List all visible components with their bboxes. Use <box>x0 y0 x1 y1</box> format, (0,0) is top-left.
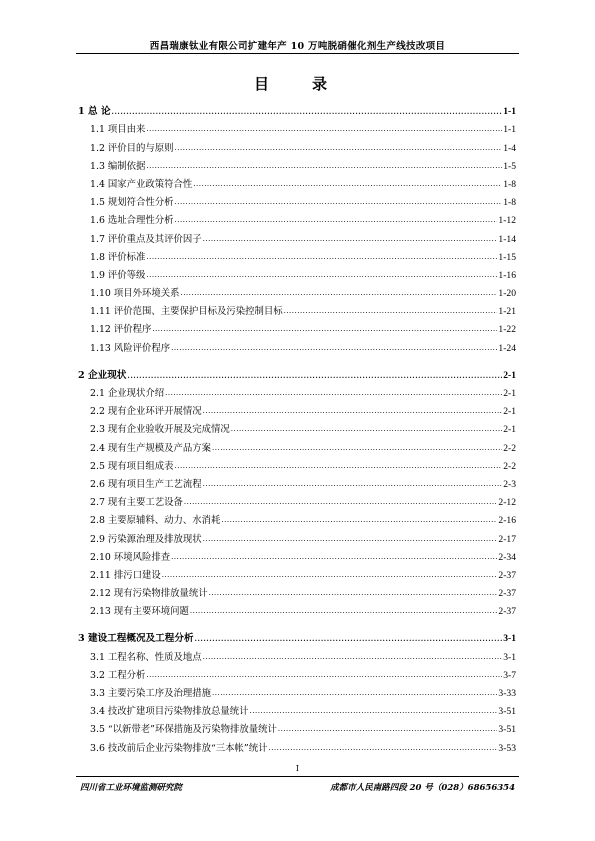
toc-title: 目 录 <box>253 75 341 93</box>
toc-section-entry[interactable] <box>78 381 516 399</box>
leader-dots <box>212 690 497 699</box>
footer-rule <box>76 776 519 777</box>
toc-section-entry[interactable] <box>78 263 516 281</box>
leader-dots <box>146 126 502 135</box>
toc-section-entry-label: 3.3 主要污染工序及治理措施 <box>90 688 212 699</box>
leader-dots <box>146 272 497 281</box>
toc-section-entry-label: 3.5 “以新带老”环保措施及污染物排放量统计 <box>90 724 277 736</box>
toc-section-entry-page: 2-2 <box>503 460 516 472</box>
leader-dots <box>203 654 503 663</box>
leader-dots <box>268 745 497 754</box>
toc-section-entry-page: 3-53 <box>498 742 516 754</box>
leader-dots <box>203 536 498 545</box>
toc-section-entry-page: 2-37 <box>498 569 516 581</box>
toc-section-entry-label: 1.13 风险评价程序 <box>90 342 171 354</box>
toc-section-entry-page: 1-12 <box>498 215 516 227</box>
toc-section-entry-label: 3.2 工程分析 <box>90 669 146 681</box>
leader-dots <box>165 390 502 399</box>
toc-section-entry-page: 2-1 <box>503 424 516 436</box>
leader-dots <box>231 426 502 435</box>
chapter-gap <box>78 354 516 363</box>
leader-dots <box>184 499 498 508</box>
toc-section-entry-page: 3-33 <box>498 688 516 699</box>
toc-section-entry[interactable] <box>78 281 516 299</box>
toc-section-entry[interactable] <box>78 508 516 526</box>
toc-section-entry-label: 1.1 项目由来 <box>90 124 146 136</box>
leader-dots <box>171 554 497 563</box>
toc-section-entry[interactable] <box>78 644 516 662</box>
toc-section-entry-label: 1.9 评价等级 <box>90 269 146 281</box>
toc-section-entry-label: 2.13 现有主要环境问题 <box>90 606 189 618</box>
toc-section-entry[interactable] <box>78 335 516 353</box>
toc-section-entry-page: 3-1 <box>503 651 516 663</box>
toc-section-entry-label: 2.7 现有主要工艺设备 <box>90 497 183 509</box>
leader-dots <box>250 708 498 717</box>
toc-section-entry-label: 2.5 现有项目组成表 <box>90 460 174 472</box>
leader-dots <box>180 290 497 299</box>
toc-section-entry[interactable] <box>78 545 516 563</box>
toc-section-entry-label: 1.6 选址合理性分析 <box>90 215 174 227</box>
toc-section-entry-label: 2.4 现有生产规模及产品方案 <box>90 442 212 454</box>
toc-section-entry-page: 2-17 <box>498 533 516 545</box>
running-header: 西昌瑞康钛业有限公司扩建年产 10 万吨脱硝催化剂生产线技改项目 <box>149 41 446 52</box>
toc-section-entry[interactable] <box>78 663 516 681</box>
toc-section-entry-page: 1-8 <box>503 178 516 190</box>
toc-section-entry-label: 3.6 技改前后企业污染物排放“三本帐”统计 <box>90 742 268 754</box>
toc-chapter-entry-label: 2 企业现状 <box>78 369 127 381</box>
toc-section-entry-label: 2.2 现有企业环评开展情况 <box>90 406 202 418</box>
toc-section-entry-page: 2-16 <box>498 515 516 527</box>
toc-section-entry[interactable] <box>78 717 516 735</box>
toc-section-entry-label: 1.12 评价程序 <box>90 324 152 336</box>
toc-section-entry-page: 1-24 <box>498 342 516 354</box>
toc-section-entry-label: 1.10 项目外环境关系 <box>90 288 180 300</box>
toc-section-entry-page: 2-37 <box>498 606 516 618</box>
leader-dots <box>127 372 502 381</box>
toc-chapter-entry-page: 3-1 <box>503 633 516 645</box>
toc-section-entry-label: 2.8 主要原辅料、动力、水消耗 <box>90 515 221 527</box>
toc-section-entry-label: 2.9 污染源治理及排放现状 <box>90 533 202 545</box>
toc-section-entry[interactable] <box>78 117 516 135</box>
toc-section-entry[interactable] <box>78 417 516 435</box>
toc-section-entry-page: 1-8 <box>503 197 516 209</box>
toc-chapter-entry-page: 1-1 <box>503 106 516 118</box>
toc-section-entry-page: 2-1 <box>503 406 516 418</box>
toc-section-entry-page: 1-14 <box>498 233 516 245</box>
toc-section-entry-page: 2-1 <box>503 388 516 399</box>
toc-section-entry[interactable] <box>78 208 516 226</box>
toc-section-entry[interactable] <box>78 490 516 508</box>
leader-dots <box>212 445 502 454</box>
toc-section-entry[interactable] <box>78 245 516 263</box>
leader-dots <box>175 145 503 154</box>
leader-dots <box>203 481 503 490</box>
toc-section-entry[interactable] <box>78 563 516 581</box>
toc-section-entry[interactable] <box>78 190 516 208</box>
toc-section-entry[interactable] <box>78 699 516 717</box>
toc-section-entry-label: 1.2 评价目的与原则 <box>90 142 174 154</box>
leader-dots <box>171 345 497 354</box>
toc-section-entry[interactable] <box>78 681 516 699</box>
toc-chapter-entry-page: 2-1 <box>503 369 516 381</box>
toc-section-entry-label: 2.6 现有项目生产工艺流程 <box>90 478 202 490</box>
toc-chapter-entry[interactable] <box>78 99 516 117</box>
toc-section-entry-label: 1.7 评价重点及其评价因子 <box>90 233 202 245</box>
toc-section-entry-page: 2-2 <box>503 442 516 454</box>
toc-section-entry-page: 2-3 <box>503 478 516 490</box>
toc-section-entry[interactable] <box>78 735 516 753</box>
toc-section-entry-page: 1-4 <box>503 142 516 154</box>
toc-section-entry-label: 1.11 评价范围、主要保护目标及污染控制目标 <box>90 306 283 318</box>
chapter-gap <box>78 617 516 626</box>
leader-dots <box>221 517 497 526</box>
toc-section-entry-page: 1-5 <box>503 160 516 172</box>
leader-dots <box>190 608 498 617</box>
toc-section-entry[interactable] <box>78 317 516 335</box>
toc-section-entry-label: 1.8 评价标准 <box>90 251 146 263</box>
toc-section-entry-page: 1-20 <box>498 288 516 300</box>
toc-section-entry[interactable] <box>78 154 516 172</box>
leader-dots <box>203 236 498 245</box>
toc-section-entry-label: 3.1 工程名称、性质及地点 <box>90 651 202 663</box>
toc-section-entry-page: 1-16 <box>498 269 516 281</box>
toc-section-entry-label: 2.1 企业现状介绍 <box>90 388 165 399</box>
toc-section-entry[interactable] <box>78 135 516 153</box>
toc-section-entry-page: 3-51 <box>498 706 516 718</box>
toc-section-entry-label: 1.5 规划符合性分析 <box>90 197 174 209</box>
leader-dots <box>152 326 497 335</box>
toc-section-entry-label: 3.4 技改扩建项目污染物排放总量统计 <box>90 706 249 718</box>
toc-section-entry-label: 2.11 排污口建设 <box>90 569 161 581</box>
toc-section-entry-page: 2-34 <box>498 551 516 563</box>
leader-dots <box>193 181 502 190</box>
leader-dots <box>175 217 498 226</box>
toc-chapter-entry-label: 3 建设工程概况及工程分析 <box>78 633 194 645</box>
toc-section-entry[interactable] <box>78 526 516 544</box>
leader-dots <box>195 635 503 644</box>
page-number: I <box>295 764 300 773</box>
leader-dots <box>278 726 498 735</box>
leader-dots <box>112 108 503 117</box>
leader-dots <box>146 163 502 172</box>
leader-dots <box>175 463 503 472</box>
toc-section-entry[interactable] <box>78 299 516 317</box>
toc-section-entry-page: 1-15 <box>498 251 516 263</box>
toc-section-entry-label: 1.3 编制依据 <box>90 160 146 172</box>
toc-section-entry-page: 1-22 <box>498 324 516 336</box>
toc-section-entry-page: 3-51 <box>498 724 516 736</box>
toc-chapter-entry[interactable] <box>78 363 516 381</box>
toc-section-entry-label: 2.12 现有污染物排放量统计 <box>90 588 208 600</box>
toc-section-entry-label: 2.10 环境风险排查 <box>90 551 171 563</box>
toc-section-entry[interactable] <box>78 454 516 472</box>
leader-dots <box>175 199 503 208</box>
toc-section-entry[interactable] <box>78 172 516 190</box>
toc-section-entry-label: 1.4 国家产业政策符合性 <box>90 178 193 190</box>
toc-section-entry[interactable] <box>78 226 516 244</box>
leader-dots <box>146 254 497 263</box>
leader-dots <box>209 590 498 599</box>
toc-section-entry-page: 3-7 <box>503 669 516 681</box>
toc-section-entry-label: 2.3 现有企业验收开展及完成情况 <box>90 424 230 436</box>
toc-chapter-entry-label: 1 总 论 <box>78 106 111 118</box>
leader-dots <box>162 572 498 581</box>
toc-section-entry-page: 2-37 <box>498 588 516 600</box>
header-rule <box>76 53 519 54</box>
footer-institute: 四川省工业环境监测研究院 <box>80 783 183 793</box>
leader-dots <box>146 672 502 681</box>
leader-dots <box>284 308 498 317</box>
leader-dots <box>203 408 503 417</box>
toc-chapter-entry[interactable] <box>78 626 516 644</box>
toc-section-entry[interactable] <box>78 435 516 453</box>
toc-section-entry-page: 1-1 <box>503 124 516 136</box>
toc-section-entry[interactable] <box>78 581 516 599</box>
toc-section-entry-page: 1-21 <box>498 306 516 318</box>
toc-section-entry[interactable] <box>78 599 516 617</box>
toc-section-entry[interactable] <box>78 472 516 490</box>
table-of-contents <box>78 99 516 754</box>
toc-section-entry-page: 2-12 <box>498 497 516 509</box>
toc-section-entry[interactable] <box>78 399 516 417</box>
footer-address: 成都市人民南路四段 20 号（028）68656354 <box>330 783 515 793</box>
